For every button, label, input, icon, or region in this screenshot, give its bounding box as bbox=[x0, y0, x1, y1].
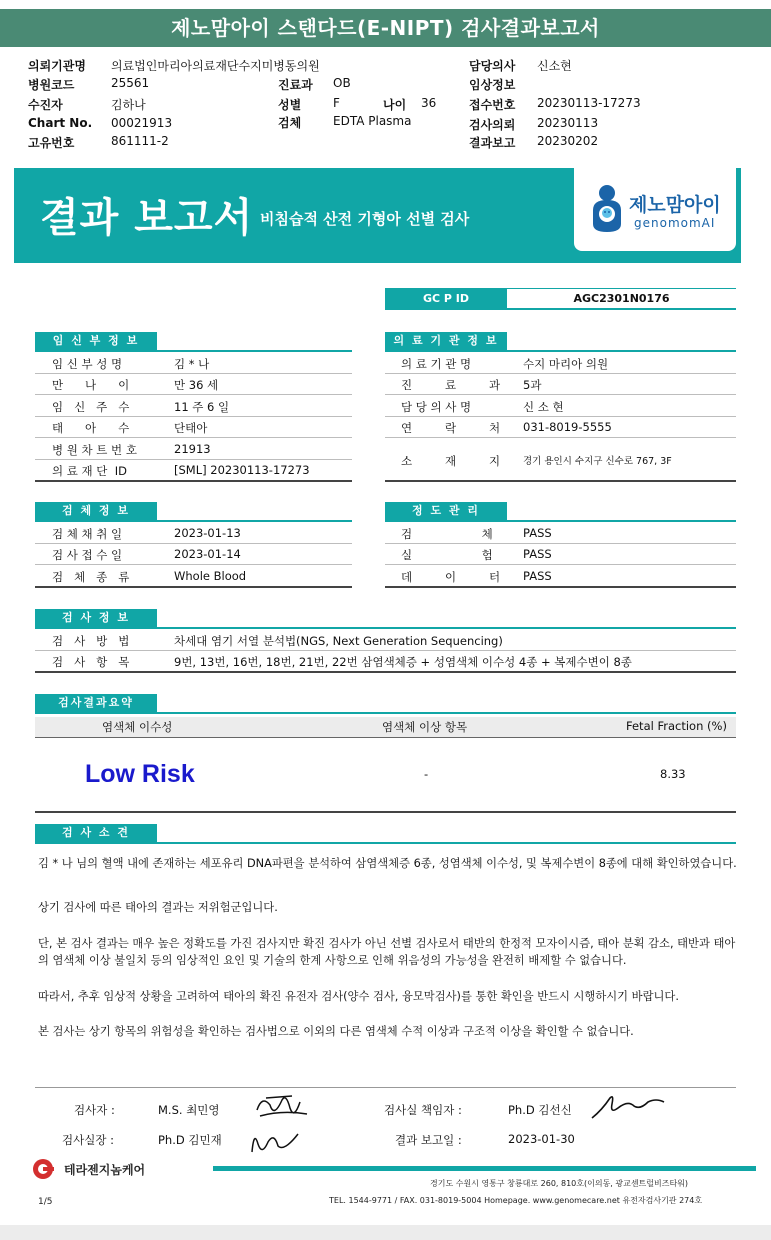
age-value: 36 bbox=[421, 96, 437, 110]
sex-value: F bbox=[333, 96, 340, 110]
row-divider bbox=[35, 373, 352, 374]
row-divider bbox=[385, 373, 736, 374]
banner-subtitle: 비침습적 산전 기형아 선별 검사 bbox=[260, 210, 470, 228]
dept-label: 진료과 bbox=[278, 78, 313, 92]
finding-paragraph-1: 김 * 나 님의 혈액 내에 존재하는 세포유리 DNA파편을 분석하여 삼염색체증 6종, 성염색체 이수성, 및 복제수변이 8종에 대해 확인하였습니다. bbox=[38, 857, 737, 870]
summary-heading: 검사결과요약 bbox=[35, 694, 157, 712]
qc-value-2: PASS bbox=[523, 568, 552, 583]
test_info-label-0: 검 사 방 법 bbox=[52, 633, 130, 648]
test_info-value-0: 차세대 염기 서열 분석법(NGS, Next Generation Sequencing) bbox=[174, 633, 503, 648]
chart-no-value: 00021913 bbox=[111, 116, 173, 130]
qc-heading: 정 도 관 리 bbox=[385, 502, 507, 520]
genomom-logo bbox=[574, 168, 736, 251]
chart-no-label: Chart No. bbox=[28, 116, 93, 130]
pregnant-value-4: 21913 bbox=[174, 441, 211, 456]
pregnant-label-5: 의 료 재 단 ID bbox=[52, 464, 127, 479]
clinical-label: 임상정보 bbox=[469, 78, 516, 92]
pregnant-value-5: [SML] 20230113-17273 bbox=[174, 463, 310, 478]
specimen_info-label-2: 검 체 종 류 bbox=[52, 569, 130, 584]
divider bbox=[385, 350, 736, 352]
company-logo-icon bbox=[30, 1158, 60, 1180]
institution-value-2: 신 소 현 bbox=[523, 399, 564, 414]
page-number: 1/5 bbox=[38, 1197, 53, 1207]
qc-value-1: PASS bbox=[523, 547, 552, 562]
row-divider bbox=[35, 394, 352, 395]
logo-english: genomomAI bbox=[634, 216, 716, 230]
row-divider bbox=[385, 394, 736, 395]
summary-col-fetal-fraction: Fetal Fraction (%) bbox=[626, 719, 727, 733]
divider bbox=[35, 627, 736, 629]
divider bbox=[35, 1087, 736, 1088]
hospital-code-label: 병원코드 bbox=[28, 78, 75, 92]
specimen_info-label-0: 검 체 채 취 일 bbox=[52, 526, 123, 541]
lab-chief-signature bbox=[248, 1122, 303, 1158]
row-divider bbox=[385, 437, 736, 438]
summary-col-aneuploidy: 염색체 이수성 bbox=[102, 720, 173, 734]
row-divider bbox=[385, 586, 736, 588]
lab-head-label: 검사실 책임자 : bbox=[384, 1103, 462, 1117]
pregnant-value-0: 김 * 나 bbox=[174, 356, 210, 371]
tester-name: M.S. 최민영 bbox=[158, 1103, 220, 1117]
row-divider bbox=[385, 416, 736, 417]
mother-baby-icon bbox=[590, 184, 624, 234]
pregnant-value-1: 만 36 세 bbox=[174, 378, 219, 393]
pregnant-label-1: 만 나 이 bbox=[52, 378, 130, 393]
divider bbox=[385, 520, 736, 522]
tester-signature bbox=[252, 1090, 312, 1124]
pregnant-label-0: 임 신 부 성 명 bbox=[52, 356, 123, 371]
pregnant-info-heading: 임 신 부 정 보 bbox=[35, 332, 157, 350]
institution-value-1: 5과 bbox=[523, 378, 542, 393]
divider bbox=[35, 712, 736, 714]
footer-accent-bar bbox=[213, 1166, 756, 1171]
unique-no-label: 고유번호 bbox=[28, 136, 75, 150]
lab-head-name: Ph.D 김선신 bbox=[508, 1103, 572, 1117]
divider bbox=[35, 811, 736, 813]
row-divider bbox=[385, 564, 736, 565]
row-divider bbox=[35, 650, 736, 651]
page-title: 제노맘아이 스탠다드(E-NIPT) 검사결과보고서 bbox=[0, 9, 771, 47]
specimen-label: 검체 bbox=[278, 116, 302, 130]
institution-value-4: 경기 용인시 수지구 신수로 767, 3F bbox=[523, 455, 672, 467]
receipt-no-label: 접수번호 bbox=[469, 98, 516, 112]
row-divider bbox=[35, 437, 352, 438]
logo-korean: 제노맘아이 bbox=[629, 194, 721, 216]
abnormal-items-value: - bbox=[424, 767, 429, 781]
lab-head-signature bbox=[588, 1090, 668, 1124]
institution-label-3: 연 락 처 bbox=[401, 421, 501, 436]
age-label: 나이 bbox=[383, 98, 407, 112]
row-divider bbox=[35, 564, 352, 565]
institution-value-0: 수지 마리아 의원 bbox=[523, 356, 609, 371]
report-date-label: 결과 보고일 : bbox=[395, 1133, 462, 1147]
row-divider bbox=[35, 480, 352, 482]
company-name: 테라젠지놈케어 bbox=[64, 1163, 146, 1177]
specimen-value: EDTA Plasma bbox=[333, 114, 412, 128]
institution-label-0: 의 료 기 관 명 bbox=[401, 356, 472, 371]
institution-label-1: 진 료 과 bbox=[401, 378, 501, 393]
gcp-id-value: AGC2301N0176 bbox=[573, 292, 670, 305]
report-label: 결과보고 bbox=[469, 136, 516, 150]
institution-label-2: 담 당 의 사 명 bbox=[401, 399, 472, 414]
doctor-label: 담당의사 bbox=[469, 59, 516, 73]
specimen_info-value-2: Whole Blood bbox=[174, 568, 247, 583]
pregnant-label-2: 임 신 주 수 bbox=[52, 399, 130, 414]
institution-value-3: 031-8019-5555 bbox=[523, 420, 612, 435]
specimen_info-value-0: 2023-01-13 bbox=[174, 525, 241, 540]
findings-heading: 검 사 소 견 bbox=[35, 824, 157, 842]
specimen_info-value-1: 2023-01-14 bbox=[174, 547, 241, 562]
row-divider bbox=[35, 586, 352, 588]
gcp-id-label: GC P ID bbox=[385, 289, 507, 309]
divider bbox=[35, 350, 352, 352]
finding-paragraph-5: 본 검사는 상기 항목의 위험성을 확인하는 검사법으로 이외의 다른 염색체 수적 이상과 구조적 이상을 확인할 수 없습니다. bbox=[38, 1025, 634, 1038]
institution-label-4: 소 재 지 bbox=[401, 453, 501, 468]
institution-value: 의료법인마리아의료재단수지미병동의원 bbox=[111, 59, 320, 73]
test_info-value-1: 9번, 13번, 16번, 18번, 21번, 22번 삼염색체증 + 성염색체 이수성 4종 + 복제수변이 8종 bbox=[174, 655, 632, 670]
finding-paragraph-2: 상기 검사에 따른 태아의 결과는 저위험군입니다. bbox=[38, 901, 278, 914]
row-divider bbox=[385, 480, 736, 482]
recipient-value: 김하나 bbox=[111, 98, 146, 112]
sex-label: 성별 bbox=[278, 98, 302, 112]
lab-chief-name: Ph.D 김민재 bbox=[158, 1133, 222, 1147]
qc-label-1: 실 험 bbox=[401, 548, 493, 563]
divider bbox=[35, 520, 352, 522]
recipient-label: 수진자 bbox=[28, 98, 63, 112]
report-date-value: 2023-01-30 bbox=[508, 1132, 575, 1146]
tester-label: 검사자 : bbox=[74, 1103, 115, 1117]
hospital-code-value: 25561 bbox=[111, 76, 150, 90]
row-divider bbox=[385, 543, 736, 544]
doctor-value: 신소현 bbox=[537, 59, 572, 73]
test-info-heading: 검 사 정 보 bbox=[35, 609, 157, 627]
qc-value-0: PASS bbox=[523, 525, 552, 540]
institution-label: 의뢰기관명 bbox=[28, 59, 86, 73]
request-value: 20230113 bbox=[537, 116, 599, 130]
finding-paragraph-3: 단, 본 검사 결과는 매우 높은 정확도를 가진 검사지만 확진 검사가 아닌 선별 검사로서 태반의 한정적 모자이시즘, 태아 분획 감소, 태반과 태아의 염색체 이상 불일치 등의 임상적인 요인 및 기술의 한계 사항으로 인해 위음성의 가능성을 완전히 배제할 수 없습니다. bbox=[38, 937, 736, 967]
lab-chief-label: 검사실장 : bbox=[62, 1133, 114, 1147]
footer-address: 경기도 수원시 영통구 창룡대로 260, 810호(이의동, 광교센트럴비즈타워) bbox=[430, 1179, 689, 1188]
row-divider bbox=[35, 543, 352, 544]
summary-col-abnormal: 염색체 이상 항목 bbox=[382, 720, 468, 734]
divider bbox=[35, 737, 736, 738]
request-label: 검사의뢰 bbox=[469, 118, 516, 132]
specimen_info-label-1: 검 사 접 수 일 bbox=[52, 548, 123, 563]
receipt-no-value: 20230113-17273 bbox=[537, 96, 641, 110]
result-banner bbox=[14, 168, 741, 263]
specimen-info-heading: 검 체 정 보 bbox=[35, 502, 157, 520]
banner-title: 결과 보고서 bbox=[40, 195, 254, 241]
row-divider bbox=[35, 459, 352, 460]
qc-label-2: 데 이 터 bbox=[401, 569, 501, 584]
institution-info-heading: 의 료 기 관 정 보 bbox=[385, 332, 507, 350]
divider bbox=[35, 842, 736, 844]
pregnant-label-4: 병 원 차 트 번 호 bbox=[52, 442, 137, 457]
report-value: 20230202 bbox=[537, 134, 599, 148]
qc-label-0: 검 체 bbox=[401, 526, 493, 541]
pregnant-value-2: 11 주 6 일 bbox=[174, 399, 230, 414]
row-divider bbox=[35, 416, 352, 417]
test_info-label-1: 검 사 항 목 bbox=[52, 655, 130, 670]
fetal-fraction-value: 8.33 bbox=[660, 767, 686, 781]
unique-no-value: 861111-2 bbox=[111, 134, 169, 148]
dept-value: OB bbox=[333, 76, 351, 90]
footer-contact: TEL. 1544-9771 / FAX. 031-8019-5004 Homepage. www.genomecare.net 유전자검사기관 274호 bbox=[329, 1196, 703, 1205]
pregnant-label-3: 태 아 수 bbox=[52, 421, 130, 436]
row-divider bbox=[35, 671, 736, 673]
finding-paragraph-4: 따라서, 추후 임상적 상황을 고려하여 태아의 확진 유전자 검사(양수 검사, 융모막검사)를 통한 확인을 반드시 시행하시기 바랍니다. bbox=[38, 990, 679, 1003]
risk-result: Low Risk bbox=[85, 760, 195, 788]
pregnant-value-3: 단태아 bbox=[174, 421, 208, 436]
gcp-id-box bbox=[385, 288, 736, 310]
